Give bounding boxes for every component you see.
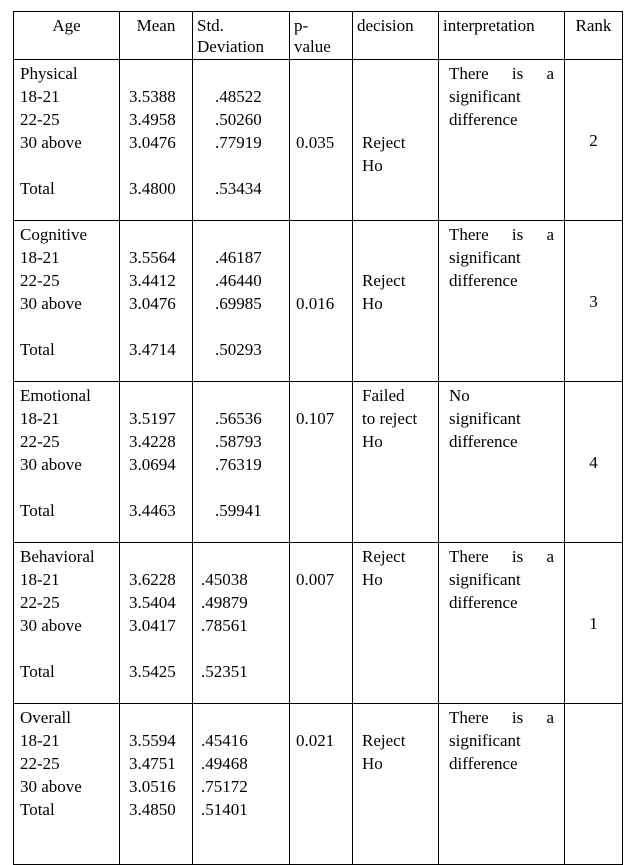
sd-value: .49468	[201, 754, 248, 773]
mean-cell	[120, 221, 193, 382]
interpretation-cell	[439, 382, 565, 543]
sd-cell	[193, 382, 290, 543]
category-label: Physical	[20, 64, 78, 83]
table-row	[14, 60, 623, 221]
sd-value: .58793	[215, 432, 262, 451]
decision-text: Ho	[362, 294, 383, 313]
interpretation-text: difference	[449, 593, 518, 612]
decision-cell	[353, 704, 439, 865]
rank-cell	[565, 543, 623, 704]
sd-value: .48522	[215, 87, 262, 106]
decision-text: Ho	[362, 754, 383, 773]
decision-text: Ho	[362, 570, 383, 589]
p-value-cell	[290, 382, 353, 543]
mean-value: 3.4751	[129, 754, 176, 773]
interpretation-cell	[439, 543, 565, 704]
total-label: Total	[20, 179, 55, 198]
sd-value: .45416	[201, 731, 248, 750]
decision-cell	[353, 221, 439, 382]
mean-value: 3.0417	[129, 616, 176, 635]
total-label: Total	[20, 501, 55, 520]
mean-value: 3.4958	[129, 110, 176, 129]
interpretation-text: No	[449, 386, 470, 405]
group-label: 18-21	[20, 409, 60, 428]
age-cell	[14, 60, 120, 221]
interpretation-text: difference	[449, 110, 518, 129]
p-value: 0.021	[296, 731, 335, 750]
total-sd-value: .51401	[201, 800, 248, 819]
mean-value: 3.0694	[129, 455, 176, 474]
p-value: 0.016	[296, 294, 335, 313]
rank-value: 1	[589, 613, 598, 633]
mean-cell	[120, 60, 193, 221]
age-cell	[14, 382, 120, 543]
header-mean: Mean	[120, 12, 193, 60]
decision-text: Reject	[362, 133, 406, 152]
p-value-cell	[290, 60, 353, 221]
mean-value: 3.0516	[129, 777, 176, 796]
mean-value: 3.0476	[129, 294, 176, 313]
total-sd-value: .59941	[215, 501, 262, 520]
sd-value: .69985	[215, 294, 262, 313]
group-label: 30 above	[20, 616, 82, 635]
total-sd-value: .52351	[201, 662, 248, 681]
rank-cell	[565, 704, 623, 865]
group-label: 18-21	[20, 87, 60, 106]
age-cell	[14, 543, 120, 704]
category-label: Cognitive	[20, 225, 88, 244]
sd-value: .45038	[201, 570, 248, 589]
sd-value: .77919	[215, 133, 262, 152]
group-label: 22-25	[20, 271, 60, 290]
age-cell	[14, 221, 120, 382]
p-value-cell	[290, 543, 353, 704]
total-label: Total	[20, 340, 55, 359]
group-label: 22-25	[20, 110, 60, 129]
decision-cell	[353, 60, 439, 221]
sd-value: .46440	[215, 271, 262, 290]
group-label: 18-21	[20, 248, 60, 267]
sd-value: .56536	[215, 409, 262, 428]
interpretation-cell	[439, 60, 565, 221]
table-row	[14, 704, 623, 865]
sd-value: .75172	[201, 777, 248, 796]
interpretation-text: significant	[449, 409, 521, 428]
decision-text: Failed	[362, 386, 405, 405]
mean-value: 3.5564	[129, 248, 176, 267]
header-p-value	[290, 12, 353, 60]
total-label: Total	[20, 800, 55, 819]
mean-cell	[120, 382, 193, 543]
category-label: Behavioral	[20, 547, 95, 566]
sd-cell	[193, 60, 290, 221]
total-mean-value: 3.4850	[129, 800, 176, 819]
sd-cell	[193, 704, 290, 865]
header-interpretation: interpretation	[439, 12, 565, 60]
interpretation-text: There is a	[449, 547, 554, 566]
table-row	[14, 382, 623, 543]
decision-text: to reject	[362, 409, 418, 428]
p-value: 0.107	[296, 409, 335, 428]
category-label: Emotional	[20, 386, 91, 405]
rank-value: 2	[589, 130, 598, 150]
decision-text: Reject	[362, 547, 406, 566]
interpretation-text: difference	[449, 754, 518, 773]
sd-value: .46187	[215, 248, 262, 267]
mean-value: 3.6228	[129, 570, 176, 589]
total-sd-value: .53434	[215, 179, 262, 198]
group-label: 30 above	[20, 777, 82, 796]
total-mean-value: 3.4463	[129, 501, 176, 520]
interpretation-text: There is a	[449, 708, 554, 727]
interpretation-text: significant	[449, 731, 521, 750]
mean-value: 3.5197	[129, 409, 176, 428]
group-label: 18-21	[20, 731, 60, 750]
group-label: 22-25	[20, 593, 60, 612]
p-value-cell	[290, 704, 353, 865]
header-row	[14, 12, 623, 60]
interpretation-text: significant	[449, 570, 521, 589]
mean-value: 3.4228	[129, 432, 176, 451]
mean-cell	[120, 704, 193, 865]
decision-text: Reject	[362, 271, 406, 290]
interpretation-text: There is a	[449, 64, 554, 83]
p-value-cell	[290, 221, 353, 382]
header-decision: decision	[353, 12, 439, 60]
p-value: 0.007	[296, 570, 335, 589]
sd-value: .49879	[201, 593, 248, 612]
interpretation-text: difference	[449, 271, 518, 290]
interpretation-text: difference	[449, 432, 518, 451]
interpretation-text: There is a	[449, 225, 554, 244]
header-age: Age	[14, 12, 120, 60]
mean-value: 3.0476	[129, 133, 176, 152]
total-mean-value: 3.4714	[129, 340, 176, 359]
sd-cell	[193, 221, 290, 382]
header-rank: Rank	[565, 12, 623, 60]
header-p-line2: value	[294, 37, 331, 56]
mean-value: 3.4412	[129, 271, 176, 290]
p-value: 0.035	[296, 133, 335, 152]
sd-value: .78561	[201, 616, 248, 635]
interpretation-text: significant	[449, 248, 521, 267]
sd-cell	[193, 543, 290, 704]
decision-text: Ho	[362, 432, 383, 451]
mean-value: 3.5404	[129, 593, 176, 612]
interpretation-text: significant	[449, 87, 521, 106]
group-label: 30 above	[20, 294, 82, 313]
total-mean-value: 3.5425	[129, 662, 176, 681]
total-mean-value: 3.4800	[129, 179, 176, 198]
group-label: 22-25	[20, 754, 60, 773]
sd-value: .76319	[215, 455, 262, 474]
decision-text: Reject	[362, 731, 406, 750]
interpretation-cell	[439, 704, 565, 865]
decision-cell	[353, 382, 439, 543]
header-sd-line1: Std.	[197, 16, 224, 35]
mean-value: 3.5388	[129, 87, 176, 106]
header-p-line1: p-	[294, 16, 309, 35]
table-row	[14, 543, 623, 704]
age-cell	[14, 704, 120, 865]
total-label: Total	[20, 662, 55, 681]
mean-cell	[120, 543, 193, 704]
decision-cell	[353, 543, 439, 704]
group-label: 30 above	[20, 455, 82, 474]
rank-value: 3	[589, 291, 598, 311]
results-table	[13, 11, 623, 865]
total-sd-value: .50293	[215, 340, 262, 359]
rank-value: 4	[589, 452, 598, 472]
rank-cell	[565, 382, 623, 543]
header-std-deviation	[193, 12, 290, 60]
table-row	[14, 221, 623, 382]
rank-cell	[565, 60, 623, 221]
mean-value: 3.5594	[129, 731, 176, 750]
group-label: 22-25	[20, 432, 60, 451]
category-label: Overall	[20, 708, 71, 727]
sd-value: .50260	[215, 110, 262, 129]
group-label: 30 above	[20, 133, 82, 152]
header-sd-line2: Deviation	[197, 37, 265, 56]
interpretation-cell	[439, 221, 565, 382]
decision-text: Ho	[362, 156, 383, 175]
rank-cell	[565, 221, 623, 382]
group-label: 18-21	[20, 570, 60, 589]
